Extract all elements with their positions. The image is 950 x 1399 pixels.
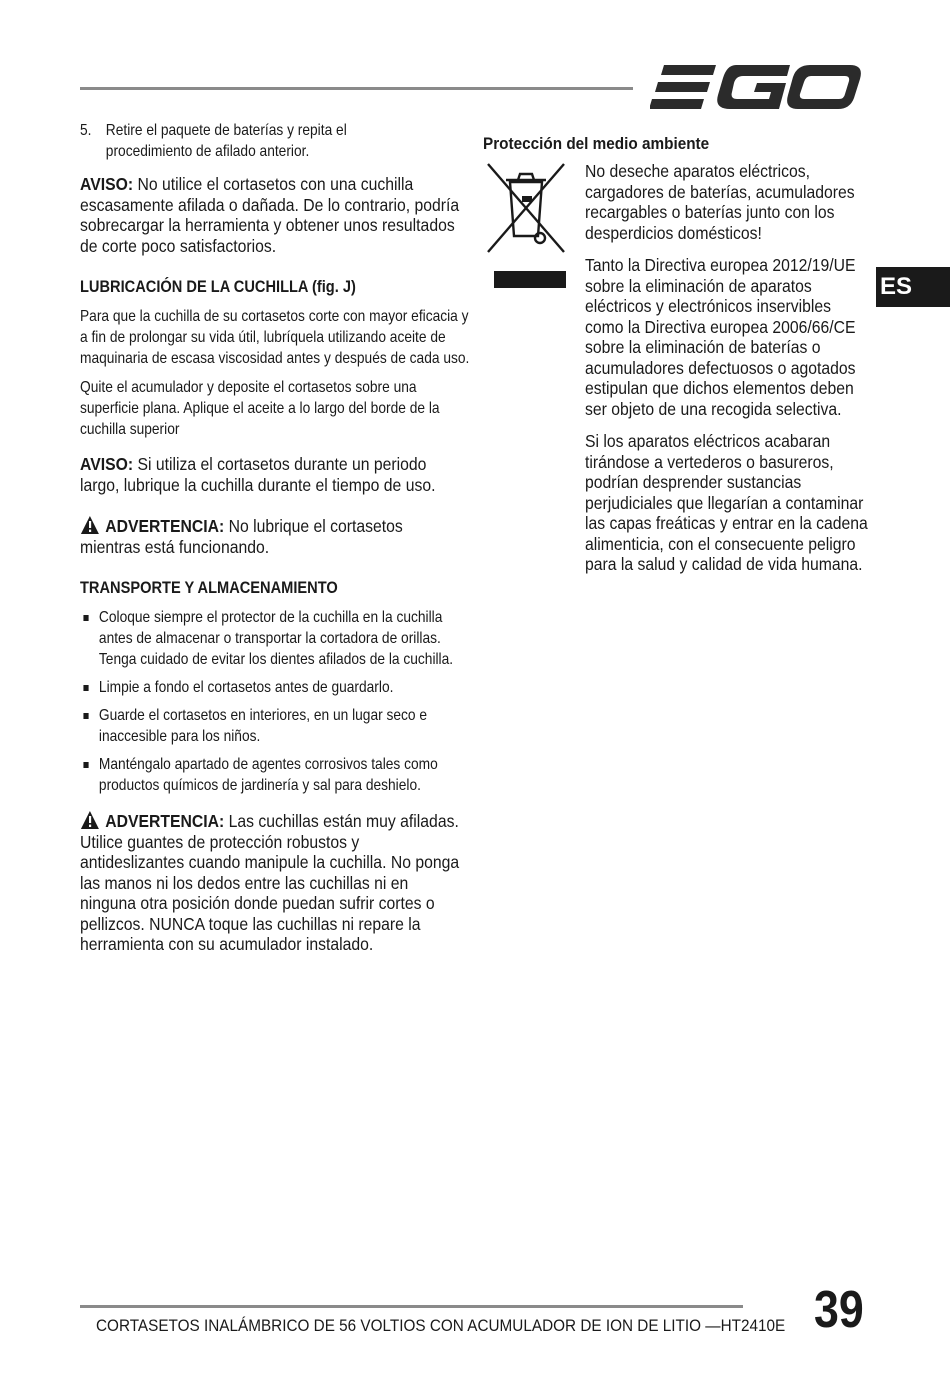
left-column — [80, 120, 520, 975]
step-5 — [80, 120, 510, 162]
notice-text: Si utiliza el cortasetos durante un periodo largo, lubrique la cuchilla durante el tiempo de uso. — [80, 454, 436, 495]
storage-list — [80, 607, 476, 796]
step-text: Retire el paquete de baterías y repita el procedimiento de afilado anterior. — [105, 122, 347, 160]
footer-rule — [80, 1305, 743, 1308]
notice-text: No utilice el cortasetos con una cuchilla escasamente afilada o dañada. De lo contrario, podría sobrecargar la herramienta y obtener unos resultados de corte poco satisfactorios. — [80, 174, 460, 256]
page-number: 39 — [814, 1281, 864, 1339]
language-tab-label: ES — [880, 273, 913, 300]
notice-label: AVISO: — [80, 174, 134, 194]
list-item: Guarde el cortasetos en interiores, en un lugar seco e inaccesible para los niños. — [80, 705, 476, 747]
notice-dull-blade — [80, 174, 467, 256]
environment-paragraph-3: Si los aparatos eléctricos acabaran tirándose a vertederos o basureros, podrían desprender sustancias perjudiciales que llegarían a contaminar las capas freáticas y entrar en la cadena alimenticia, con el consecuente peligro para la salud y calidad de vida humana. — [585, 431, 868, 574]
right-column — [585, 161, 905, 587]
environment-paragraph-2: Tanto la Directiva europea 2012/19/UE sobre la eliminación de aparatos eléctricos y electrónicos inservibles como la Directiva europea 2006/66/CE sobre la eliminación de baterías o acumuladores defectuosos o agotados estipulan que dichos elementos deben ser objeto de una recogida selectiva. — [585, 255, 856, 419]
notice-label: AVISO: — [80, 454, 134, 474]
environment-heading: Protección del medio ambiente — [483, 134, 710, 153]
warning-triangle-icon — [80, 515, 100, 535]
notice-lubricate-long-use — [80, 454, 467, 495]
warning-text: Las cuchillas están muy afiladas. Utilice guantes de protección robustos y antideslizantes cuando manipule la cuchilla. No ponga las manos ni los dedos entre las cuchillas ni en ninguna otra posición donde puedan sufrir cortes o pellizcos. NUNCA toque las cuchillas ni repare la herramienta con su acumulador instalado. — [80, 811, 460, 954]
list-item: Limpie a fondo el cortasetos antes de guardarlo. — [80, 677, 476, 698]
warning-sharp-blades — [80, 810, 467, 955]
bullet-square-icon — [83, 615, 88, 621]
bullet-square-icon — [83, 685, 88, 691]
warning-not-running — [80, 515, 467, 557]
ego-logo — [650, 62, 862, 112]
footer-text: CORTASETOS INALÁMBRICO DE 56 VOLTIOS CON ACUMULADOR DE ION DE LITIO —HT2410E — [96, 1316, 786, 1335]
bullet-square-icon — [83, 713, 88, 719]
list-item: Coloque siempre el protector de la cuchilla en la cuchilla antes de almacenar o transportar la cortadora de orillas. Tenga cuidado de evitar los dientes afilados de la cuchilla. — [80, 607, 476, 670]
storage-heading: TRANSPORTE Y ALMACENAMIENTO — [80, 578, 338, 597]
warning-label: ADVERTENCIA: — [105, 811, 225, 831]
weee-bar — [494, 271, 566, 288]
list-item: Manténgalo apartado de agentes corrosivos tales como productos químicos de jardinería y sal para deshielo. — [80, 754, 476, 796]
step-number: 5. — [80, 122, 92, 139]
header-rule — [80, 87, 633, 90]
lubrication-paragraph-2: Quite el acumulador y deposite el cortasetos sobre una superficie plana. Aplique el aceite a lo largo del borde de la cuchilla superior — [80, 379, 440, 438]
warning-triangle-icon — [80, 810, 100, 830]
crossed-out-bin-icon — [486, 160, 566, 256]
lubrication-paragraph-1: Para que la cuchilla de su cortasetos corte con mayor eficacia y a fin de prolongar su vida útil, lubríquela utilizando aceite de maquinaria de escasa viscosidad antes y después de cada uso. — [80, 308, 470, 367]
lubrication-heading: LUBRICACIÓN DE LA CUCHILLA (fig. J) — [80, 277, 356, 296]
warning-text: No lubrique el cortasetos mientras está funcionando. — [80, 516, 403, 557]
bullet-square-icon — [83, 762, 88, 768]
warning-label: ADVERTENCIA: — [105, 516, 225, 536]
environment-paragraph-1: No deseche aparatos eléctricos, cargadores de baterías, acumuladores recargables o baterías junto con los desperdicios domésticos! — [585, 161, 855, 243]
